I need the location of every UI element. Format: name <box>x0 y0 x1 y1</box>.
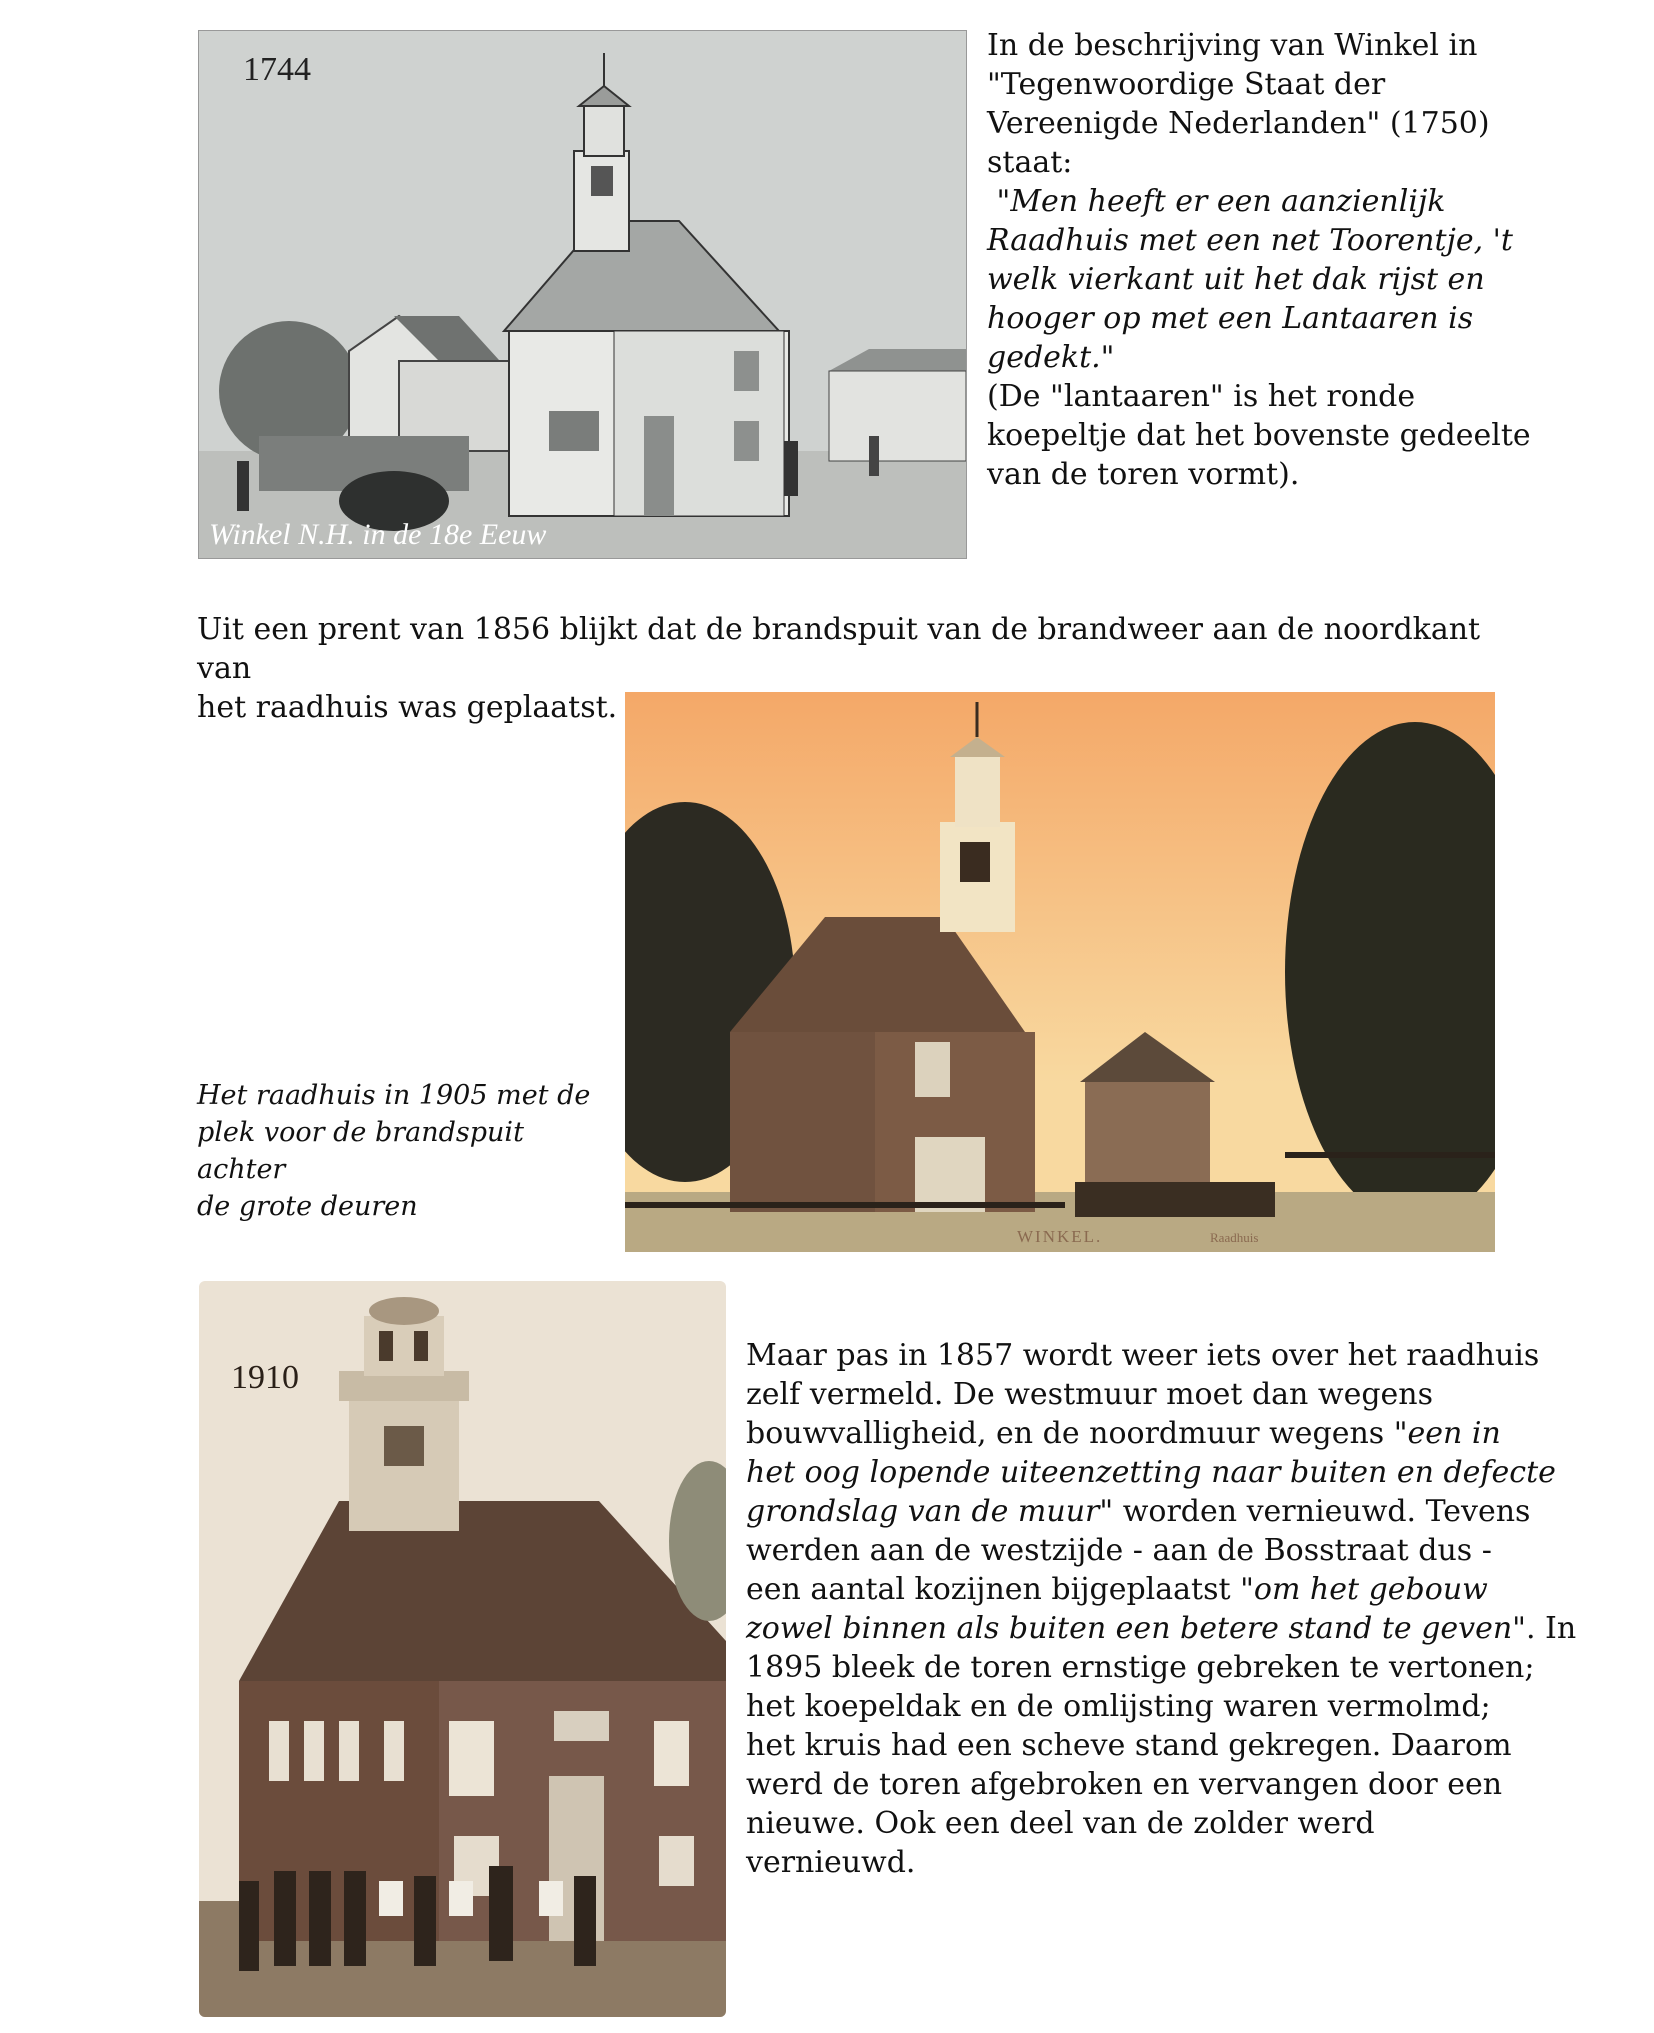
text-line <box>746 1765 1506 1804</box>
year-label-1744: 1744 <box>243 51 311 88</box>
year-label-1910: 1910 <box>231 1359 299 1396</box>
raadhuis-1857-paragraph <box>746 1336 1577 1882</box>
text-line: staat: <box>987 145 1073 180</box>
text-line: In de beschrijving van Winkel in <box>987 28 1478 63</box>
caption-line: plek voor de brandspuit achter <box>197 1117 524 1185</box>
text-line: het raadhuis was geplaatst. <box>197 690 618 725</box>
text-line <box>746 1609 1577 1648</box>
text-line: Uit een prent van 1856 blijkt dat de brandspuit van de brandweer aan de noordkant van <box>197 612 1481 686</box>
photo-label-raadhuis: Raadhuis <box>1210 1230 1259 1245</box>
quoted-text: zowel binnen als buiten een betere stand te geven" <box>746 1611 1526 1646</box>
text-line <box>746 1414 1506 1453</box>
quoted-text: "om het gebouw <box>1240 1572 1488 1607</box>
text-line <box>746 1570 1506 1609</box>
photo-1905-caption <box>197 1077 617 1225</box>
text-line: (De "lantaaren" is het ronde <box>987 379 1416 414</box>
caption-line: de grote deuren <box>197 1191 418 1222</box>
plain-text: nieuwe. Ook een deel van de zolder werd <box>746 1806 1375 1841</box>
plain-text: vernieuwd. <box>746 1845 916 1880</box>
text-line: gedekt." <box>987 340 1115 375</box>
text-line <box>746 1336 1540 1375</box>
photo-1905-raadhuis <box>625 692 1495 1252</box>
text-line <box>746 1531 1506 1570</box>
plain-text: bouwvalligheid, en de noordmuur wegens <box>746 1416 1394 1451</box>
photo-1744-drawing <box>198 30 967 559</box>
text-line <box>746 1804 1506 1843</box>
drawing-inscription: Winkel N.H. in de 18e Eeuw <box>209 518 547 551</box>
text-line: koepeltje dat het bovenste gedeelte <box>987 418 1531 453</box>
plain-text: worden vernieuwd. Tevens <box>1113 1494 1531 1529</box>
caption-line: Het raadhuis in 1905 met de <box>197 1080 591 1111</box>
text-line: hooger op met een Lantaaren is <box>987 301 1474 336</box>
plain-text: . In <box>1525 1611 1577 1646</box>
text-line: "Tegenwoordige Staat der <box>987 67 1386 102</box>
text-line <box>746 1453 1556 1492</box>
plain-text: Maar pas in 1857 wordt weer iets over het raadhuis <box>746 1338 1540 1373</box>
photo-1910-raadhuis <box>199 1281 726 2017</box>
text-line <box>746 1492 1531 1531</box>
quoted-text: grondslag van de muur" <box>746 1494 1114 1529</box>
text-line <box>746 1726 1512 1765</box>
plain-text: 1895 bleek de toren ernstige gebreken te vertonen; <box>746 1650 1535 1685</box>
text-line: van de toren vormt). <box>987 457 1300 492</box>
text-line <box>746 1375 1506 1414</box>
quoted-text: het oog lopende uiteenzetting naar buiten en defecte <box>746 1455 1556 1490</box>
plain-text: werd de toren afgebroken en vervangen door een <box>746 1767 1503 1802</box>
quoted-text: "een in <box>1393 1416 1501 1451</box>
text-line <box>746 1687 1506 1726</box>
text-line: "Men heeft er een aanzienlijk <box>987 184 1446 219</box>
intro-paragraph <box>987 26 1547 494</box>
text-line <box>746 1843 1506 1882</box>
plain-text: het koepeldak en de omlijsting waren vermolmd; <box>746 1689 1491 1724</box>
plain-text: het kruis had een scheve stand gekregen. Daarom <box>746 1728 1512 1763</box>
text-line: Vereenigde Nederlanden" (1750) <box>987 106 1490 141</box>
plain-text: een aantal kozijnen bijgeplaatst <box>746 1572 1241 1607</box>
plain-text: zelf vermeld. De westmuur moet dan wegens <box>746 1377 1434 1412</box>
plain-text: werden aan de westzijde - aan de Bosstraat dus - <box>746 1533 1492 1568</box>
photo-label-winkel: WINKEL. <box>1017 1227 1103 1246</box>
text-line <box>746 1648 1535 1687</box>
text-line: welk vierkant uit het dak rijst en <box>987 262 1485 297</box>
text-line: Raadhuis met een net Toorentje, 't <box>987 223 1513 258</box>
